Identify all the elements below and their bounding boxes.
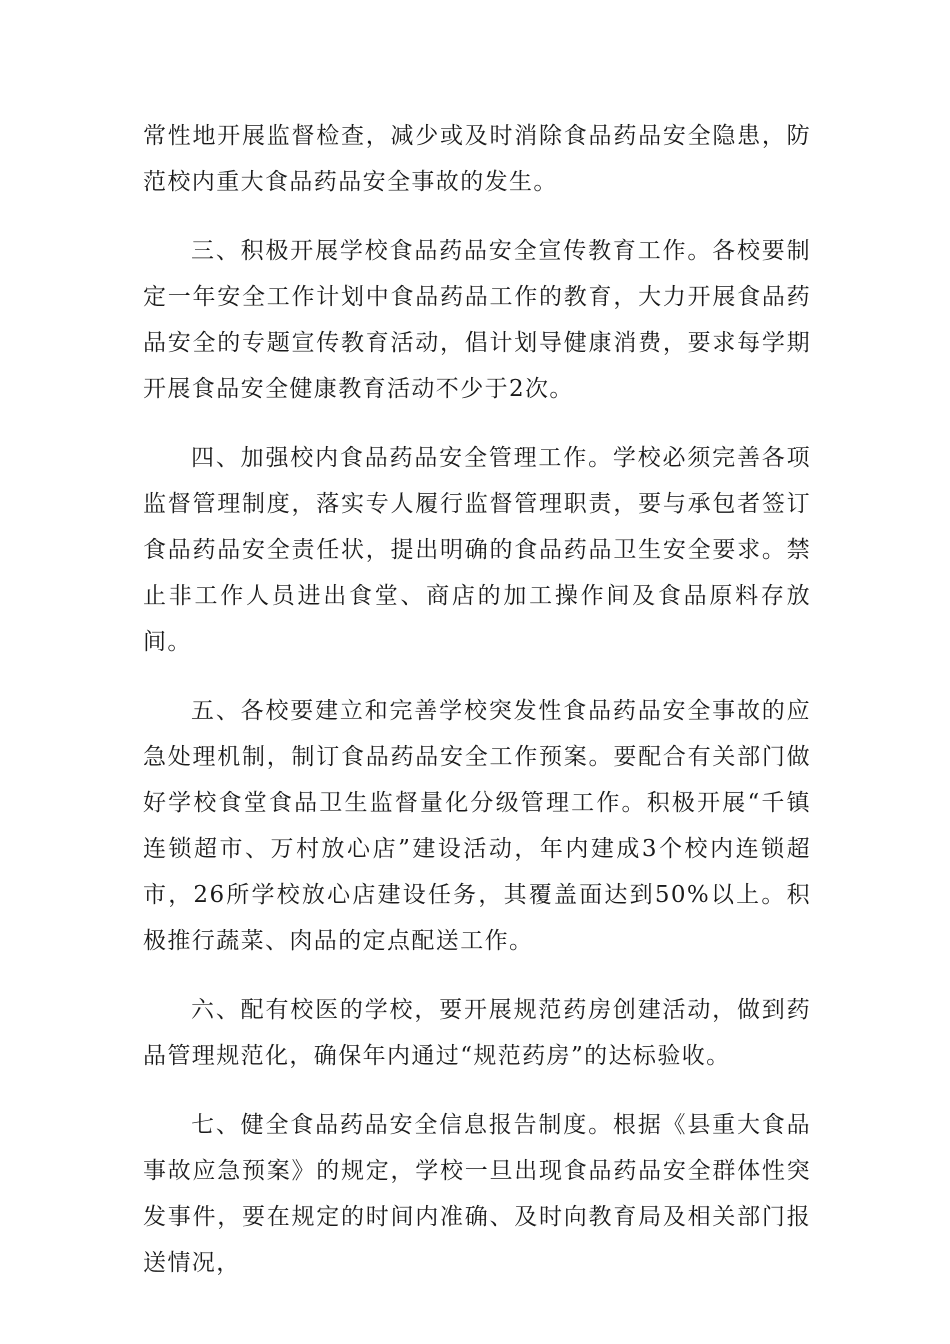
paragraph-item-5-emergency-mechanism: 五、各校要建立和完善学校突发性食品药品安全事故的应急处理机制，制订食品药品安全工作预案。要配合有关部门做好学校食堂食品卫生监督量化分级管理工作。积极开展“千镇连锁超市、万村放心店”建设活动，年内建成3个校内连锁超市，26所学校放心店建设任务，其覆盖面达到50%以上。积极推行蔬菜、肉品的定点配送工作。 [143,698,811,954]
paragraph-item-6-pharmacy-standard: 六、配有校医的学校，要开展规范药房创建活动，做到药品管理规范化，确保年内通过“规范药房”的达标验收。 [143,997,811,1069]
paragraph-item-3-publicity-education: 三、积极开展学校食品药品安全宣传教育工作。各校要制定一年安全工作计划中食品药品工作的教育，大力开展食品药品安全的专题宣传教育活动，倡计划导健康消费，要求每学期开展食品安全健康教育活动不少于2次。 [143,238,811,402]
paragraph-item-7-info-reporting: 七、健全食品药品安全信息报告制度。根据《县重大食品事故应急预案》的规定，学校一旦出现食品药品安全群体性突发事件，要在规定的时间内准确、及时向教育局及相关部门报送情况， [143,1112,811,1276]
paragraph-item-4-campus-management: 四、加强校内食品药品安全管理工作。学校必须完善各项监督管理制度，落实专人履行监督管理职责，要与承包者签订食品药品安全责任状，提出明确的食品药品卫生安全要求。禁止非工作人员进出食堂、商店的加工操作间及食品原料存放间。 [143,445,811,655]
document-body [143,113,811,1309]
paragraph-continuation: 常性地开展监督检查，减少或及时消除食品药品安全隐患，防范校内重大食品药品安全事故的发生。 [143,123,811,195]
